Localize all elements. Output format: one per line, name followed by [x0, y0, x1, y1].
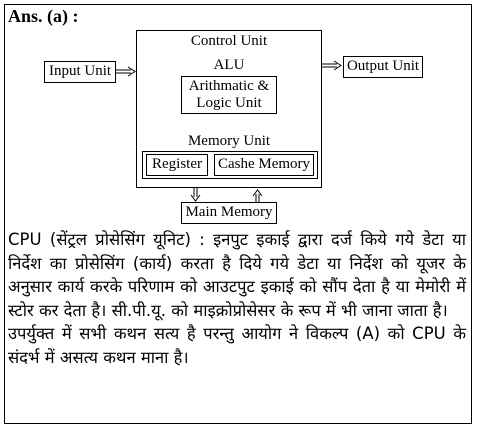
- register-label: Register: [152, 156, 202, 172]
- alu-title: ALU: [213, 57, 245, 73]
- cpu-to-memory-arrow: [191, 188, 200, 201]
- answer-label: Ans. (a) :: [8, 6, 79, 26]
- alu-line-2: Logic Unit: [196, 95, 262, 111]
- main-memory-label: Main Memory: [185, 204, 273, 220]
- control-unit-label: Control Unit: [190, 33, 268, 49]
- explanation-paragraph-1: CPU (सेंट्रल प्रोसेसिंग यूनिट) : इनपुट इकाई द्वारा दर्ज किये गये डेटा या निर्देश का प्रोसेसिंग (कार्य) करता है दिये गये डेटा या निर्देश को यूजर के अनुसार कार्य करके परिणाम को आउटपुट इकाई को सौंप देता है या मेमोरी में स्टोर कर देता है। सी.पी.यू. को माइक्रोप्रोसेसर के रूप में भी जाना जाता है।: [8, 230, 466, 320]
- cache-memory-label: Cashe Memory: [217, 156, 311, 172]
- input-unit-label: Input Unit: [48, 63, 112, 79]
- memory-unit-label: Memory Unit: [187, 133, 271, 149]
- explanation: [8, 228, 466, 369]
- memory-to-cpu-arrow: [253, 190, 262, 202]
- explanation-paragraph-2: उपर्युक्त में सभी कथन सत्य है परन्तु आयोग ने विकल्प (A) को CPU के संदर्भ में असत्य कथन माना है।: [8, 324, 466, 367]
- input-to-cpu-arrow: [116, 67, 135, 76]
- output-unit-label: Output Unit: [346, 58, 420, 74]
- cpu-to-output-arrow: [322, 61, 341, 70]
- alu-line-1: Arithmatic &: [188, 78, 270, 94]
